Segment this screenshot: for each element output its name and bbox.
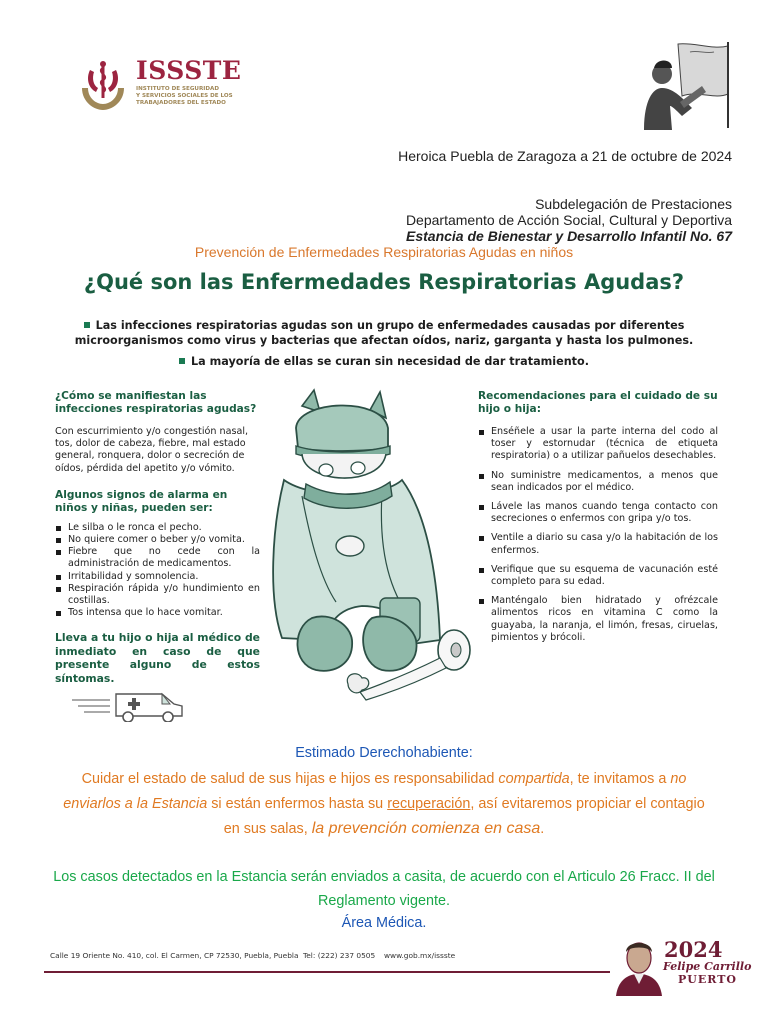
dateline: Heroica Puebla de Zaragoza a 21 de octubre de 2024 bbox=[398, 148, 732, 164]
rec-list bbox=[478, 426, 718, 644]
topic-heading: Prevención de Enfermedades Respiratorias Agudas en niños bbox=[194, 244, 574, 260]
alarm-list bbox=[55, 522, 260, 620]
manifest-heading: ¿Cómo se manifiestan las infecciones respiratorias agudas? bbox=[55, 390, 257, 415]
department-line-2: Departamento de Acción Social, Cultural y Deportiva bbox=[405, 212, 732, 228]
message-line-1: Cuidar el estado de salud de sus hijas e hijos es responsabilidad compartida, te invitamos a no bbox=[81, 771, 687, 787]
alarm-heading: Algunos signos de alarma en niños y niñas, pueden ser: bbox=[55, 488, 228, 514]
footer-address: Calle 19 Oriente No. 410, col. El Carmen, CP 72530, Puebla, Puebla bbox=[50, 951, 299, 960]
alarm-item: Respiración rápida y/o hundimiento en costillas. bbox=[55, 583, 260, 607]
bullet-icon bbox=[179, 358, 185, 364]
footer-year: 2024 bbox=[664, 937, 723, 962]
alarm-item: No quiere comer o beber y/o vomita. bbox=[55, 534, 260, 546]
manifest-text: Con escurrimiento y/o congestión nasal, tos, dolor de cabeza, fiebre, mal estado general, ronquera, dolor o secreción de oídos, pérdida del apetito y/o vómito. bbox=[55, 426, 249, 474]
footer-name-2: PUERTO bbox=[678, 973, 737, 986]
footer-name-1: Felipe Carrillo bbox=[663, 960, 752, 973]
rec-item: Lávele las manos cuando tenga contacto con secreciones o enfermos con gripa y/o tos. bbox=[478, 501, 718, 525]
lead-paragraph-1: Las infecciones respiratorias agudas son un grupo de enfermedades causadas por diferentes microorganismos como virus y bacterias que afectan oídos, nariz, garganta y hasta los pulmones. bbox=[74, 319, 694, 347]
footer-web[interactable]: www.gob.mx/issste bbox=[384, 951, 456, 960]
rec-item: Ventile a diario su casa y/o la habitación de los enfermos. bbox=[478, 532, 718, 556]
right-column bbox=[478, 390, 718, 651]
logo-subtitle: INSTITUTO DE SEGURIDAD Y SERVICIOS SOCIALES DE LOS TRABAJADORES DEL ESTADO bbox=[136, 86, 233, 106]
cases-line-2: Reglamento vigente. bbox=[318, 893, 450, 909]
left-column bbox=[55, 390, 260, 685]
signature: Área Médica. bbox=[341, 915, 427, 931]
rec-heading: Recomendaciones para el cuidado de su hijo o hija: bbox=[478, 390, 718, 415]
poster-title: ¿Qué son las Enfermedades Respiratorias Agudas? bbox=[83, 270, 685, 294]
logo-title: ISSSTE bbox=[136, 56, 242, 85]
cases-line-1: Los casos detectados en la Estancia serán enviados a casita, de acuerdo con el Articulo 26 Fracc. II del bbox=[53, 869, 715, 885]
lead-paragraph-2: La mayoría de ellas se curan sin necesidad de dar tratamiento. bbox=[60, 354, 708, 369]
felipe-carrillo-portrait-icon bbox=[612, 936, 666, 996]
greeting: Estimado Derechohabiente: bbox=[295, 745, 473, 761]
hands-caduceus-icon bbox=[76, 58, 130, 112]
bullet-icon bbox=[84, 322, 90, 328]
woman-flag-emblem-icon bbox=[632, 38, 736, 130]
rec-item: No suministre medicamentos, a menos que sean indicados por el médico. bbox=[478, 470, 718, 494]
footer-phone: Tel: (222) 237 0505 bbox=[303, 951, 376, 960]
sick-child-blanket-illustration bbox=[262, 388, 476, 708]
ambulance-icon bbox=[70, 682, 190, 722]
department-line-3: Estancia de Bienestar y Desarrollo Infantil No. 67 bbox=[406, 228, 732, 244]
alarm-item: Le silba o le ronca el pecho. bbox=[55, 522, 260, 534]
alarm-item: Tos intensa que lo hace vomitar. bbox=[55, 607, 260, 619]
message-line-3: en sus salas, la prevención comienza en casa. bbox=[223, 820, 545, 837]
department-line-1: Subdelegación de Prestaciones bbox=[535, 196, 732, 212]
alarm-item: Fiebre que no cede con la administración de medicamentos. bbox=[55, 546, 260, 570]
footer-divider bbox=[44, 971, 610, 973]
rec-item: Enséñele a usar la parte interna del codo al toser y estornudar (técnica de etiqueta respiratoria) o a utilizar pañuelos desechables. bbox=[478, 426, 718, 463]
alarm-item: Irritabilidad y somnolencia. bbox=[55, 571, 260, 583]
message-line-2: enviarlos a la Estancia si están enfermos hasta su recuperación, así evitaremos propiciar el contagio bbox=[63, 796, 705, 812]
doctor-advice: Lleva a tu hijo o hija al médico de inmediato en caso de que presente alguno de estos síntomas. bbox=[55, 631, 260, 685]
rec-item: Verifique que su esquema de vacunación esté completo para su edad. bbox=[478, 564, 718, 588]
rec-item: Manténgalo bien hidratado y ofrézcale alimentos ricos en vitamina C como la guayaba, la naranja, el limón, fresas, ciruelas, pimientos y brócoli. bbox=[478, 595, 718, 644]
